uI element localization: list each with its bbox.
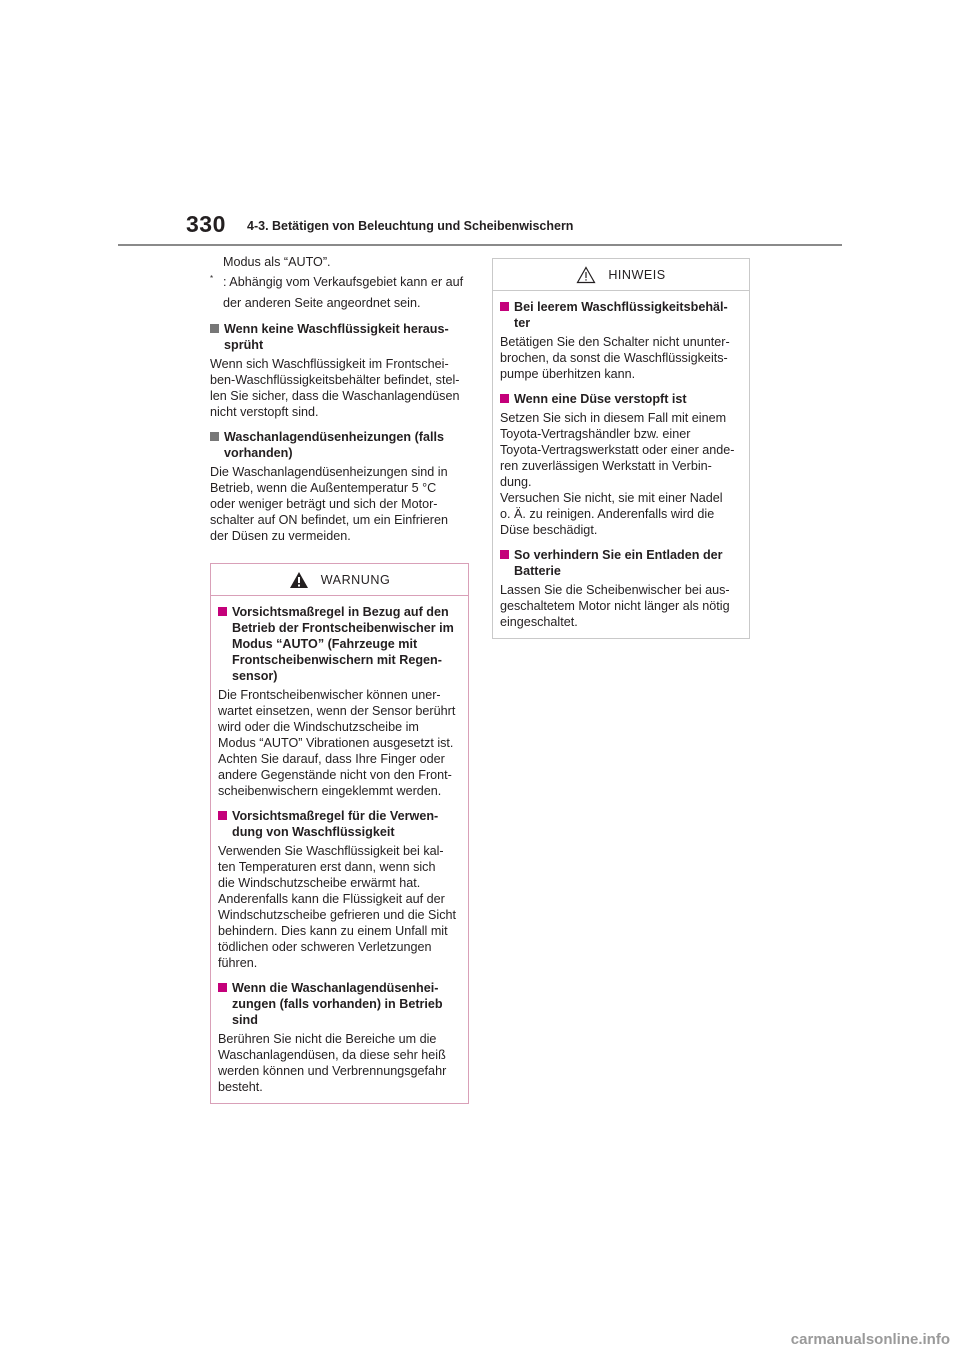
warning-label: WARNUNG	[320, 572, 391, 587]
square-bullet-icon	[210, 432, 219, 441]
section-body: Setzen Sie sich in diesem Fall mit einem Toyota-Vertragshändler bzw. einer Toyota-Vertragswerkstatt oder einer ande- ren zuverlässigen Werkstatt in Verbin- dung. Versuchen Sie nicht, sie mit einer Nadel o. Ä. zu reinigen. Anderenfalls wird die Düse beschädigt.	[500, 411, 735, 537]
warning-section-heaters	[218, 980, 462, 1095]
section-heading	[500, 391, 743, 407]
section-heading	[218, 808, 462, 840]
section-heading	[210, 429, 470, 461]
section-body: Betätigen Sie den Schalter nicht ununter- brochen, da sonst die Waschflüssigkeits- pumpe überhitzen kann.	[500, 335, 730, 381]
heading-text: So verhindern Sie ein Entladen der Batterie	[514, 548, 723, 578]
section-nozzle-heaters	[210, 429, 470, 544]
section-heading	[500, 299, 743, 331]
square-bullet-icon	[500, 302, 509, 311]
heading-text: Waschanlagendüsenheizungen (falls vorhanden)	[224, 430, 444, 460]
heading-text: Vorsichtsmaßregel für die Verwen- dung von Waschflüssigkeit	[232, 809, 439, 839]
notice-section-empty-tank	[500, 299, 743, 382]
section-heading	[210, 321, 470, 353]
square-bullet-icon	[218, 811, 227, 820]
notice-header	[493, 259, 749, 291]
section-body: Wenn sich Waschflüssigkeit im Frontschei- ben-Waschflüssigkeitsbehälter befindet, stel- len Sie sicher, dass die Waschanlagendüsen nicht verstopft sind.	[210, 357, 460, 419]
footnote-line-2: der anderen Seite angeordnet sein.	[223, 296, 421, 310]
square-bullet-icon	[500, 550, 509, 559]
page-number: 330	[186, 211, 226, 237]
footnote-text	[223, 274, 463, 311]
notice-box	[492, 258, 750, 639]
watermark: carmanualsonline.info	[790, 1331, 950, 1348]
header-divider	[118, 244, 842, 246]
warning-triangle-icon	[289, 571, 309, 589]
heading-text: Wenn die Waschanlagendüsenhei- zungen (falls vorhanden) in Betrieb sind	[232, 981, 443, 1027]
warning-header	[211, 564, 468, 596]
section-heading	[218, 604, 462, 684]
section-body: Lassen Sie die Scheibenwischer bei aus- geschaltetem Motor nicht länger als nötig eingeschaltet.	[500, 583, 730, 629]
warning-box	[210, 563, 469, 1104]
notice-section-battery	[500, 547, 743, 630]
continuation-text: Modus als “AUTO”.	[223, 255, 331, 269]
section-body: Die Waschanlagendüsenheizungen sind in Betrieb, wenn die Außentemperatur 5 °C oder weniger beträgt und sich der Motor- schalter auf ON befindet, um ein Einfrieren der Düsen zu vermeiden.	[210, 465, 449, 543]
section-title: 4-3. Betätigen von Beleuchtung und Scheibenwischern	[247, 219, 574, 233]
footnote	[210, 274, 470, 311]
section-no-fluid	[210, 321, 470, 420]
warning-section-fluid	[218, 808, 462, 971]
footnote-block	[210, 254, 470, 270]
heading-text: Wenn eine Düse verstopft ist	[514, 392, 687, 406]
square-bullet-icon	[218, 607, 227, 616]
notice-label: HINWEIS	[608, 267, 666, 282]
heading-text: Bei leerem Waschflüssigkeitsbehäl- ter	[514, 300, 728, 330]
section-heading	[500, 547, 743, 579]
heading-text: Vorsichtsmaßregel in Bezug auf den Betrieb der Frontscheibenwischer im Modus “AUTO” (Fahrzeuge mit Frontscheibenwischern mit Regen- sensor)	[232, 605, 454, 683]
section-body: Berühren Sie nicht die Bereiche um die Waschanlagendüsen, da diese sehr heiß werden können und Verbrennungsgefahr besteht.	[218, 1032, 447, 1094]
square-bullet-icon	[210, 324, 219, 333]
footnote-line-1: : Abhängig vom Verkaufsgebiet kann er auf	[223, 275, 464, 289]
heading-text: Wenn keine Waschflüssigkeit heraus- sprüht	[224, 322, 449, 352]
warning-section-auto-mode	[218, 604, 462, 799]
left-column	[210, 254, 470, 553]
footnote-mark: *	[210, 273, 214, 283]
square-bullet-icon	[500, 394, 509, 403]
section-body: Verwenden Sie Waschflüssigkeit bei kal- ten Temperaturen erst dann, wenn sich die Windschutzscheibe erwärmt hat. Anderenfalls kann die Flüssigkeit auf der Windschutzscheibe gefrieren und die Sicht behindern. Dies kann zu einem Unfall mit tödlichen oder schweren Verletzungen führen.	[218, 844, 457, 970]
square-bullet-icon	[218, 983, 227, 992]
caution-triangle-icon	[576, 266, 596, 284]
section-heading	[218, 980, 462, 1028]
section-body: Die Frontscheibenwischer können uner- wartet einsetzen, wenn der Sensor berührt wird oder die Windschutzscheibe im Modus “AUTO” Vibrationen ausgesetzt ist. Achten Sie darauf, dass Ihre Finger oder andere Gegenstände nicht von den Front- scheibenwischern eingeklemmt werden.	[218, 688, 456, 798]
notice-section-clogged-nozzle	[500, 391, 743, 538]
